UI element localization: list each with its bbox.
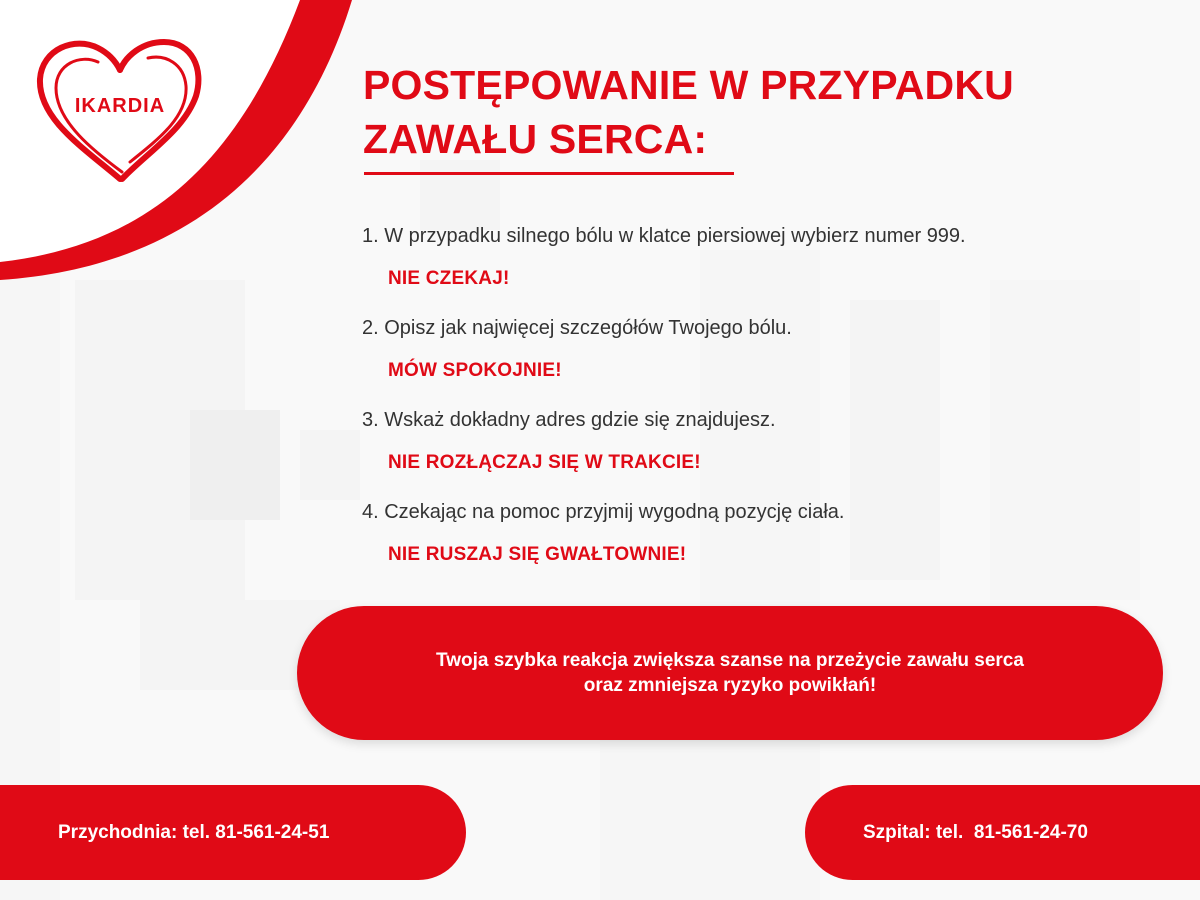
step-text: 3. Wskaż dokładny adres gdzie się znajdujesz. [362, 409, 776, 431]
step-warning: NIE RUSZAJ SIĘ GWAŁTOWNIE! [388, 544, 687, 565]
step-warning: MÓW SPOKOJNIE! [388, 360, 562, 381]
title-line-2: ZAWAŁU SERCA: [363, 116, 708, 162]
message-line-2: oraz zmniejsza ryzyko powikłań! [583, 675, 877, 696]
step-warning: NIE CZEKAJ! [388, 268, 510, 289]
steps-list [362, 222, 1162, 590]
step-3 [362, 406, 1162, 498]
message-line-1: Twoja szybka reakcja zwiększa szanse na przeżycie zawału serca [436, 650, 1024, 671]
logo-text: IKARDIA [74, 95, 166, 117]
step-4 [362, 498, 1162, 590]
step-text: 1. W przypadku silnego bólu w klatce piersiowej wybierz numer 999. [362, 225, 966, 247]
page-title [363, 58, 1123, 166]
step-warning: NIE ROZŁĄCZAJ SIĘ W TRAKCIE! [388, 452, 701, 473]
step-text: 4. Czekając na pomoc przyjmij wygodną pozycję ciała. [362, 501, 845, 523]
reaction-message [297, 606, 1163, 740]
clinic-phone-bar [0, 785, 466, 880]
clinic-phone: Przychodnia: tel. 81-561-24-51 [58, 821, 330, 843]
hospital-phone-bar [805, 785, 1200, 880]
step-text: 2. Opisz jak najwięcej szczegółów Twojego bólu. [362, 317, 792, 339]
title-line-1: POSTĘPOWANIE W PRZYPADKU [363, 62, 1014, 108]
hospital-phone: Szpital: tel. 81-561-24-70 [863, 821, 1088, 843]
ikardia-logo [30, 34, 210, 184]
title-underline [364, 172, 734, 175]
step-1 [362, 222, 1162, 314]
step-2 [362, 314, 1162, 406]
